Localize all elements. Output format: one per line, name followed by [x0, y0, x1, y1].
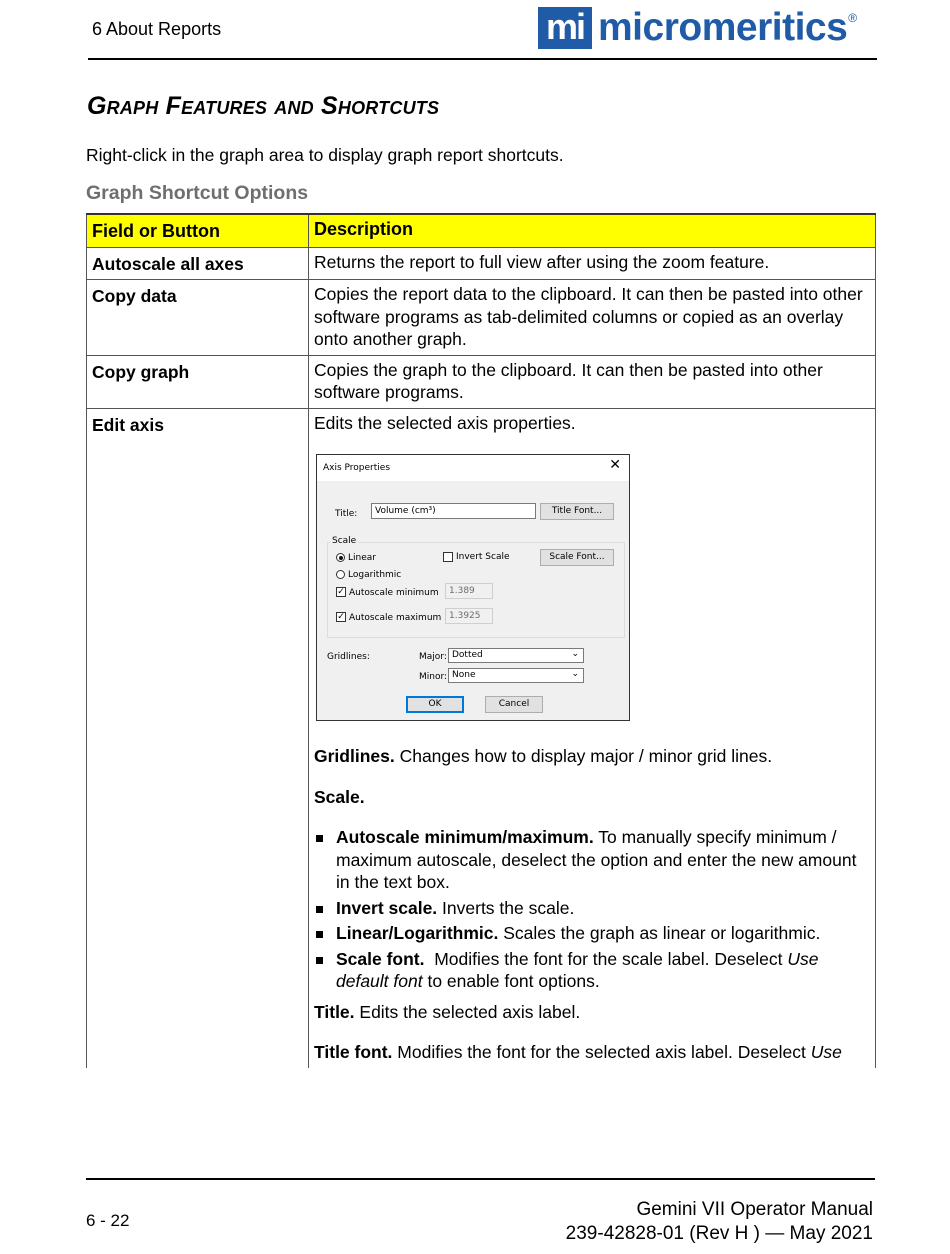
term: Scale font.	[336, 948, 425, 969]
title-description	[314, 1001, 870, 1024]
table-header-row	[87, 214, 876, 247]
table-row	[87, 247, 876, 280]
scale-font-button[interactable]: Scale Font...	[540, 549, 614, 566]
shortcut-options-table	[86, 213, 876, 1068]
title-label: Title:	[335, 509, 358, 519]
logarithmic-radio[interactable]	[336, 570, 345, 579]
definition: Edits the selected axis label.	[354, 1001, 581, 1022]
major-gridlines-select[interactable]	[448, 648, 584, 663]
linear-radio[interactable]	[336, 553, 345, 562]
dialog-title: Axis Properties	[323, 463, 391, 473]
chapter-title: 6 About Reports	[92, 19, 222, 39]
autoscale-minimum-label: Autoscale minimum	[349, 588, 439, 598]
invert-scale-checkbox[interactable]	[443, 552, 453, 562]
list-item	[314, 826, 870, 894]
logarithmic-label: Logarithmic	[348, 570, 402, 580]
gridlines-description	[314, 745, 870, 768]
term: Title.	[314, 1001, 355, 1022]
field-description: Returns the report to full view after using the zoom feature.	[309, 247, 876, 280]
table-row	[87, 355, 876, 408]
title-input[interactable]: Volume (cm³)	[371, 503, 536, 519]
ok-button[interactable]: OK	[406, 696, 464, 713]
minor-label: Minor:	[419, 672, 448, 682]
manual-title: Gemini VII Operator Manual	[636, 1199, 873, 1220]
scale-heading	[314, 786, 870, 809]
gridlines-label: Gridlines:	[327, 652, 370, 662]
list-item	[314, 897, 870, 920]
term: Scale.	[314, 786, 365, 807]
scale-group-label: Scale	[332, 536, 357, 546]
table-caption: Graph Shortcut Options	[86, 182, 309, 204]
autoscale-maximum-checkbox[interactable]: ✓	[337, 612, 345, 622]
dialog-titlebar	[317, 455, 629, 481]
column-header-field: Field or Button	[87, 214, 309, 247]
logo-mark: mi	[538, 7, 592, 49]
document-number: 239-42828-01 (Rev H ) — May 2021	[565, 1223, 873, 1244]
term: Invert scale.	[336, 897, 438, 918]
cancel-button[interactable]: Cancel	[485, 696, 543, 713]
title-font-button[interactable]: Title Font...	[540, 503, 614, 520]
table-row	[87, 280, 876, 356]
field-description-edit-axis	[309, 408, 876, 1068]
scale-options-list	[314, 826, 870, 993]
term: Gridlines.	[314, 746, 395, 766]
emphasis: Use	[810, 1042, 842, 1062]
close-icon[interactable]: ✕	[609, 457, 621, 473]
emphasis: Use default font	[336, 948, 819, 991]
chevron-down-icon: ⌄	[571, 669, 579, 679]
minor-gridlines-value: None	[452, 670, 476, 680]
definition: Modifies the font for the selected axis label. Deselect	[392, 1042, 811, 1062]
autoscale-maximum-input[interactable]: 1.3925	[445, 608, 493, 624]
definition: Inverts the scale.	[437, 897, 575, 918]
definition: Changes how to display major / minor grid lines.	[394, 746, 773, 766]
term: Linear/Logarithmic.	[336, 923, 499, 943]
field-name: Copy graph	[87, 355, 309, 408]
footer-divider	[86, 1178, 875, 1180]
field-description: Edits the selected axis properties.	[314, 412, 576, 433]
field-name: Copy data	[87, 280, 309, 356]
linear-label: Linear	[348, 553, 376, 563]
definition: Scales the graph as linear or logarithmic.	[498, 923, 821, 943]
page-number: 6 - 22	[86, 1211, 130, 1230]
definition: to enable font options.	[422, 971, 600, 991]
logo-wordmark: micromeritics	[598, 6, 848, 49]
definition: Modifies the font for the scale label. Deselect	[424, 948, 788, 969]
title-font-description	[314, 1041, 870, 1064]
autoscale-minimum-input[interactable]: 1.389	[445, 583, 493, 599]
micromeritics-logo	[538, 7, 857, 49]
definition: To manually specify minimum / maximum autoscale, deselect the option and enter the new amount in the text box.	[336, 827, 857, 892]
minor-gridlines-select[interactable]	[448, 668, 584, 683]
invert-scale-label: Invert Scale	[456, 552, 510, 562]
autoscale-maximum-label: Autoscale maximum	[349, 613, 442, 623]
list-item	[314, 922, 870, 945]
field-name: Autoscale all axes	[87, 247, 309, 280]
footer-doc-info	[566, 1198, 873, 1246]
intro-text: Right-click in the graph area to display graph report shortcuts.	[86, 145, 564, 165]
axis-properties-dialog	[316, 454, 630, 721]
field-description: Copies the report data to the clipboard. It can then be pasted into other software programs as tab-delimited columns or copied as an overlay onto another graph.	[309, 280, 876, 356]
autoscale-minimum-checkbox[interactable]: ✓	[337, 587, 345, 597]
list-item	[314, 948, 870, 993]
section-title: Graph Features and Shortcuts	[87, 92, 440, 120]
chevron-down-icon: ⌄	[571, 649, 579, 659]
table-row	[87, 408, 876, 1068]
column-header-description: Description	[309, 214, 876, 247]
term: Autoscale minimum/maximum.	[336, 827, 594, 847]
major-gridlines-value: Dotted	[452, 650, 483, 660]
field-name: Edit axis	[87, 408, 309, 1068]
field-description: Copies the graph to the clipboard. It can then be pasted into other software programs.	[309, 355, 876, 408]
registered-mark: ®	[848, 11, 858, 25]
header-divider	[88, 58, 877, 60]
major-label: Major:	[419, 652, 447, 662]
term: Title font.	[314, 1042, 393, 1062]
